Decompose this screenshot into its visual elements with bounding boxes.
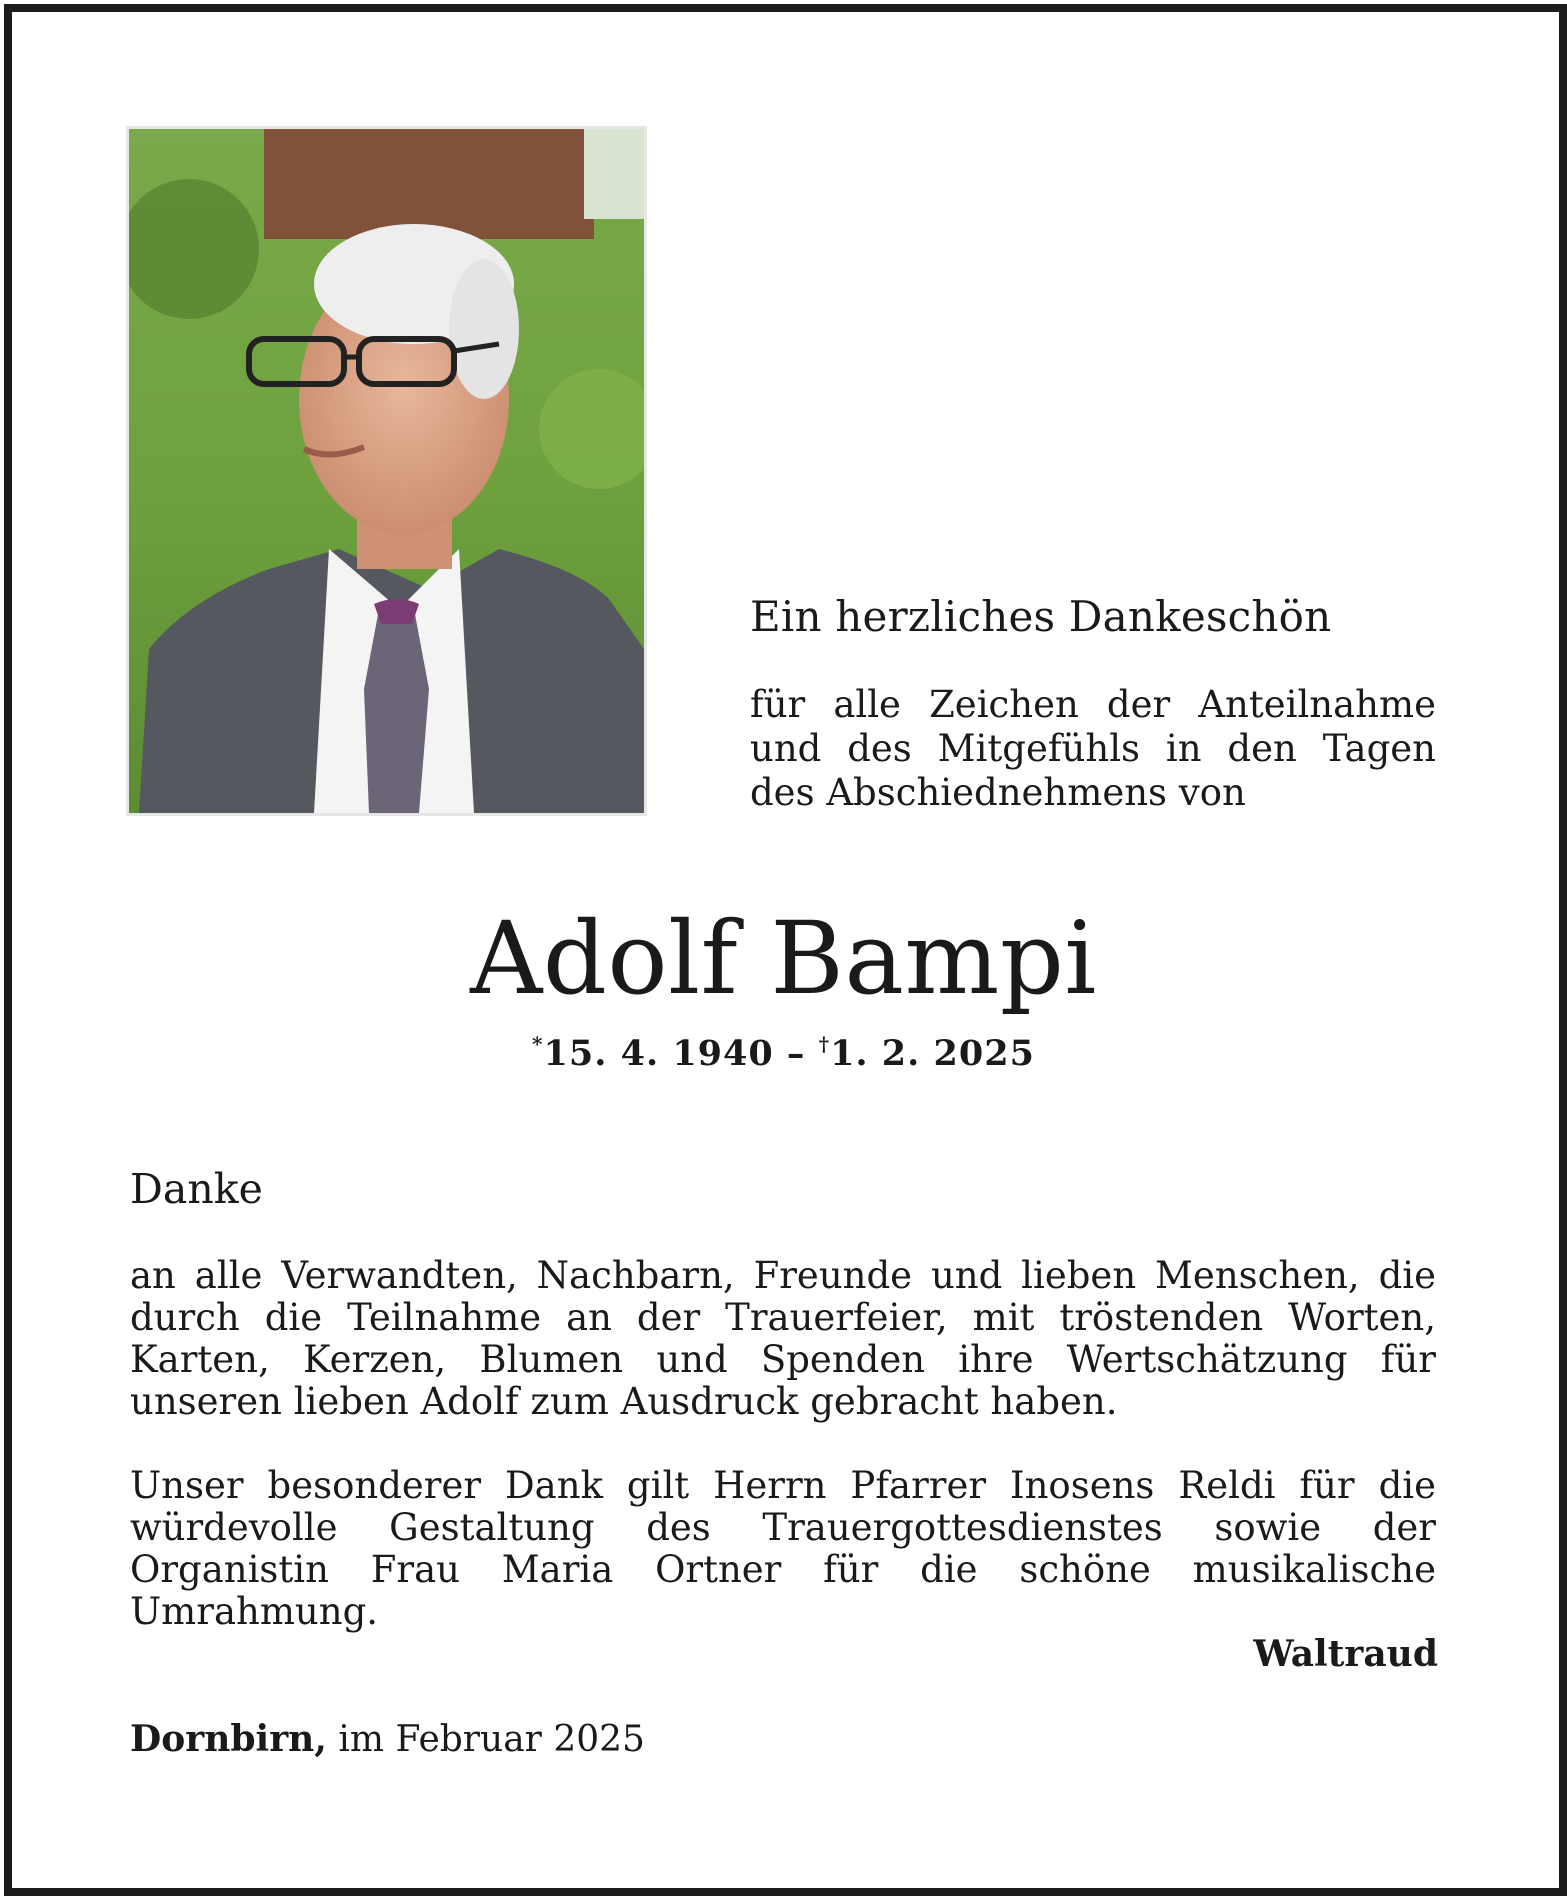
portrait-photo	[126, 126, 647, 816]
life-dates	[0, 1032, 1567, 1074]
birth-symbol: *	[532, 1032, 544, 1056]
place-name: Dornbirn,	[130, 1718, 327, 1760]
birth-date: 15. 4. 1940	[543, 1033, 774, 1074]
date-separator: –	[773, 1033, 819, 1074]
thanks-paragraph-2: Unser besonderer Dank gilt Herrn Pfarrer Inosens Reldi für die würdevolle Gestaltung des Trauergottesdienstes sowie der Organistin Frau Maria Ortner für die schöne musikalische Umrahmung.	[130, 1464, 1436, 1633]
signature: Waltraud	[1253, 1633, 1438, 1675]
thanks-paragraph-1: an alle Verwandten, Nachbarn, Freunde und lieben Menschen, die durch die Teilnahme an der Trauerfeier, mit tröstenden Worten, Karten, Kerzen, Blumen und Spenden ihre Wertschätzung für unseren lieben Adolf zum Ausdruck gebracht haben.	[130, 1254, 1436, 1423]
death-symbol: †	[818, 1032, 831, 1056]
death-date: 1. 2. 2025	[830, 1033, 1035, 1074]
portrait-image	[129, 129, 644, 813]
place-date-line	[130, 1718, 645, 1760]
thanks-heading: Danke	[130, 1165, 263, 1213]
date-text: im Februar 2025	[326, 1719, 645, 1760]
intro-heading: Ein herzliches Dankeschön	[750, 592, 1332, 641]
deceased-name: Adolf Bampi	[470, 900, 1097, 1017]
intro-text: für alle Zeichen der Anteilnahme und des Mitgefühls in den Tagen des Abschiednehmens von	[750, 683, 1436, 814]
